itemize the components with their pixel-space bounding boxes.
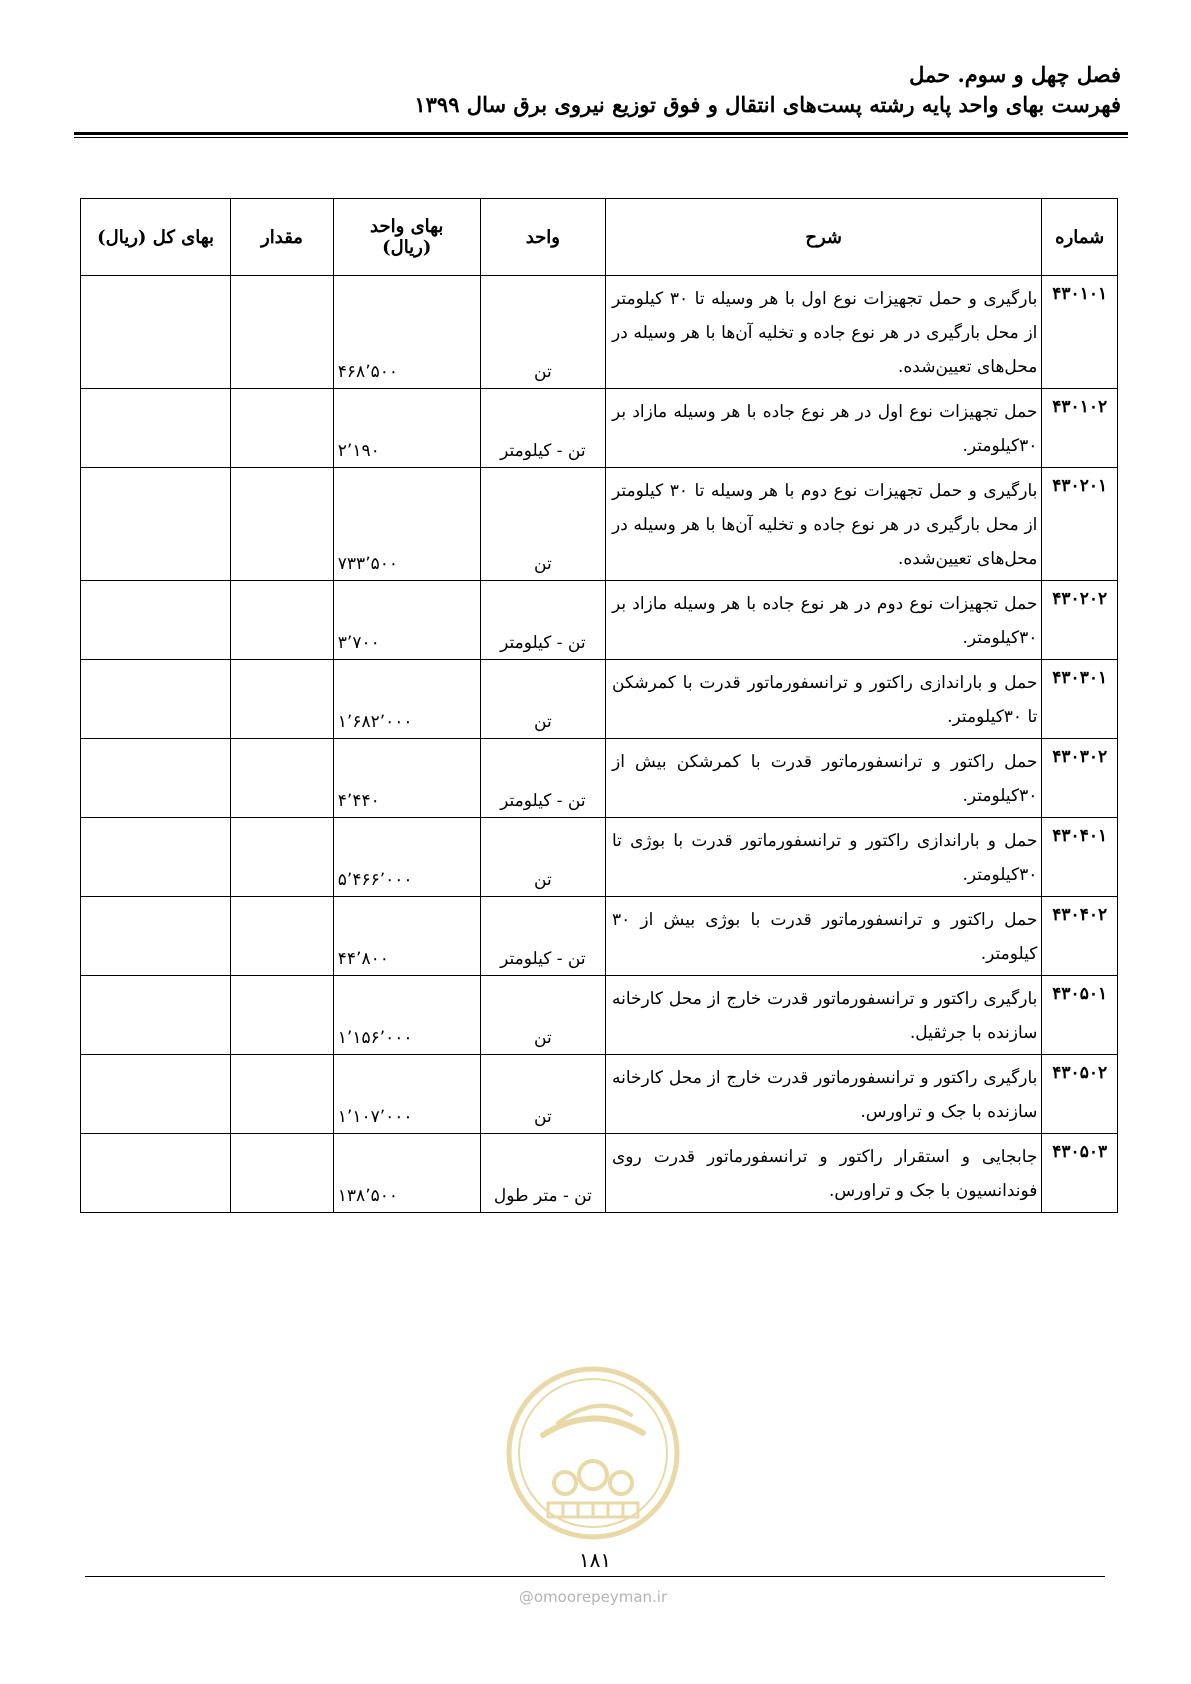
header-unit: واحد bbox=[480, 199, 605, 276]
page-number: ۱۸۱ bbox=[578, 1548, 612, 1572]
header-rule-thin bbox=[74, 137, 1128, 138]
item-total-price bbox=[81, 1055, 231, 1134]
item-total-price bbox=[81, 276, 231, 389]
item-quantity bbox=[231, 897, 334, 976]
item-number: ۴۳۰۴۰۲ bbox=[1042, 897, 1118, 976]
item-description: بارگیری و حمل تجهیزات نوع اول با هر وسیله تا ۳۰ کیلومتر از محل بارگیری در هر نوع جاده و تخلیه آن‌ها با هر وسیله در محل‌های تعیین‌شده. bbox=[606, 276, 1042, 389]
item-total-price bbox=[81, 1134, 231, 1213]
item-unit-price: ۱٬۱۵۶٬۰۰۰ bbox=[333, 976, 480, 1055]
item-unit: تن - متر طول bbox=[480, 1134, 605, 1213]
item-unit-price: ۱۳۸٬۵۰۰ bbox=[333, 1134, 480, 1213]
table-row bbox=[81, 468, 1118, 581]
header-unit-price-currency: (ریال) bbox=[382, 237, 432, 258]
item-unit: تن bbox=[480, 660, 605, 739]
item-unit: تن - کیلومتر bbox=[480, 739, 605, 818]
item-unit-price: ۳٬۷۰۰ bbox=[333, 581, 480, 660]
item-quantity bbox=[231, 976, 334, 1055]
item-number: ۴۳۰۵۰۱ bbox=[1042, 976, 1118, 1055]
item-total-price bbox=[81, 581, 231, 660]
table-row bbox=[81, 389, 1118, 468]
item-unit: تن bbox=[480, 976, 605, 1055]
item-number: ۴۳۰۵۰۲ bbox=[1042, 1055, 1118, 1134]
item-description: حمل و باراندازی راکتور و ترانسفورماتور قدرت با بوژی تا ۳۰کیلومتر. bbox=[606, 818, 1042, 897]
item-quantity bbox=[231, 468, 334, 581]
item-quantity bbox=[231, 581, 334, 660]
item-unit-price: ۷۳۳٬۵۰۰ bbox=[333, 468, 480, 581]
table-row bbox=[81, 1055, 1118, 1134]
item-quantity bbox=[231, 660, 334, 739]
item-number: ۴۳۰۳۰۱ bbox=[1042, 660, 1118, 739]
item-total-price bbox=[81, 660, 231, 739]
header-rule-thick bbox=[74, 132, 1128, 135]
item-total-price bbox=[81, 976, 231, 1055]
item-quantity bbox=[231, 389, 334, 468]
item-quantity bbox=[231, 818, 334, 897]
table-row bbox=[81, 818, 1118, 897]
website-watermark: @omoorepeyman.ir bbox=[518, 1588, 668, 1606]
item-total-price bbox=[81, 818, 231, 897]
item-total-price bbox=[81, 897, 231, 976]
table-row bbox=[81, 976, 1118, 1055]
table-row bbox=[81, 660, 1118, 739]
item-description: حمل راکتور و ترانسفورماتور قدرت با کمرشکن بیش از ۳۰کیلومتر. bbox=[606, 739, 1042, 818]
table-row bbox=[81, 581, 1118, 660]
table-row bbox=[81, 739, 1118, 818]
item-unit: تن - کیلومتر bbox=[480, 389, 605, 468]
item-unit: تن bbox=[480, 818, 605, 897]
item-quantity bbox=[231, 276, 334, 389]
item-total-price bbox=[81, 739, 231, 818]
item-quantity bbox=[231, 739, 334, 818]
item-total-price bbox=[81, 389, 231, 468]
table-row bbox=[81, 1134, 1118, 1213]
item-number: ۴۳۰۵۰۳ bbox=[1042, 1134, 1118, 1213]
item-unit-price: ۵٬۴۶۶٬۰۰۰ bbox=[333, 818, 480, 897]
item-description: بارگیری و حمل تجهیزات نوع دوم با هر وسیله تا ۳۰ کیلومتر از محل بارگیری در هر نوع جاده و تخلیه آن‌ها با هر وسیله در محل‌های تعیین‌شده. bbox=[606, 468, 1042, 581]
item-description: حمل و باراندازی راکتور و ترانسفورماتور قدرت با کمرشکن تا ۳۰کیلومتر. bbox=[606, 660, 1042, 739]
table-row bbox=[81, 276, 1118, 389]
item-unit-price: ۴۶۸٬۵۰۰ bbox=[333, 276, 480, 389]
item-description: حمل تجهیزات نوع دوم در هر نوع جاده با هر وسیله مازاد بر ۳۰کیلومتر. bbox=[606, 581, 1042, 660]
item-number: ۴۳۰۲۰۱ bbox=[1042, 468, 1118, 581]
header-number: شماره bbox=[1042, 199, 1118, 276]
item-unit: تن - کیلومتر bbox=[480, 581, 605, 660]
item-unit-price: ۴٬۴۴۰ bbox=[333, 739, 480, 818]
list-title: فهرست بهای واحد پایه رشته پست‌های انتقال و فوق توزیع نیروی برق سال ۱۳۹۹ bbox=[414, 92, 1121, 117]
item-unit-price: ۴۴٬۸۰۰ bbox=[333, 897, 480, 976]
item-unit-price: ۲٬۱۹۰ bbox=[333, 389, 480, 468]
item-total-price bbox=[81, 468, 231, 581]
table-row bbox=[81, 897, 1118, 976]
item-unit-price: ۱٬۱۰۷٬۰۰۰ bbox=[333, 1055, 480, 1134]
item-quantity bbox=[231, 1055, 334, 1134]
header-unit-price-label: بهای واحد bbox=[370, 216, 444, 237]
footer-rule bbox=[85, 1576, 1105, 1577]
item-number: ۴۳۰۲۰۲ bbox=[1042, 581, 1118, 660]
item-number: ۴۳۰۴۰۱ bbox=[1042, 818, 1118, 897]
price-table bbox=[80, 198, 1118, 1213]
item-quantity bbox=[231, 1134, 334, 1213]
table-header-row bbox=[81, 199, 1118, 276]
chapter-title: فصل چهل و سوم. حمل bbox=[909, 62, 1121, 87]
watermark-seal-icon bbox=[503, 1363, 683, 1543]
item-description: حمل راکتور و ترانسفورماتور قدرت با بوژی بیش از ۳۰ کیلومتر. bbox=[606, 897, 1042, 976]
header-quantity: مقدار bbox=[231, 199, 334, 276]
header-total-price: بهای کل (ریال) bbox=[81, 199, 231, 276]
item-unit-price: ۱٬۶۸۲٬۰۰۰ bbox=[333, 660, 480, 739]
item-number: ۴۳۰۳۰۲ bbox=[1042, 739, 1118, 818]
item-description: بارگیری راکتور و ترانسفورماتور قدرت خارج از محل کارخانه سازنده با جک و تراورس. bbox=[606, 1055, 1042, 1134]
item-unit: تن bbox=[480, 1055, 605, 1134]
item-unit: تن bbox=[480, 468, 605, 581]
item-number: ۴۳۰۱۰۲ bbox=[1042, 389, 1118, 468]
item-description: بارگیری راکتور و ترانسفورماتور قدرت خارج از محل کارخانه سازنده با جرثقیل. bbox=[606, 976, 1042, 1055]
item-unit: تن bbox=[480, 276, 605, 389]
item-unit: تن - کیلومتر bbox=[480, 897, 605, 976]
page-header bbox=[67, 60, 1121, 120]
header-unit-price bbox=[333, 199, 480, 276]
item-number: ۴۳۰۱۰۱ bbox=[1042, 276, 1118, 389]
header-description: شرح bbox=[606, 199, 1042, 276]
item-description: جابجایی و استقرار راکتور و ترانسفورماتور قدرت روی فوندانسیون با جک و تراورس. bbox=[606, 1134, 1042, 1213]
item-description: حمل تجهیزات نوع اول در هر نوع جاده با هر وسیله مازاد بر ۳۰کیلومتر. bbox=[606, 389, 1042, 468]
